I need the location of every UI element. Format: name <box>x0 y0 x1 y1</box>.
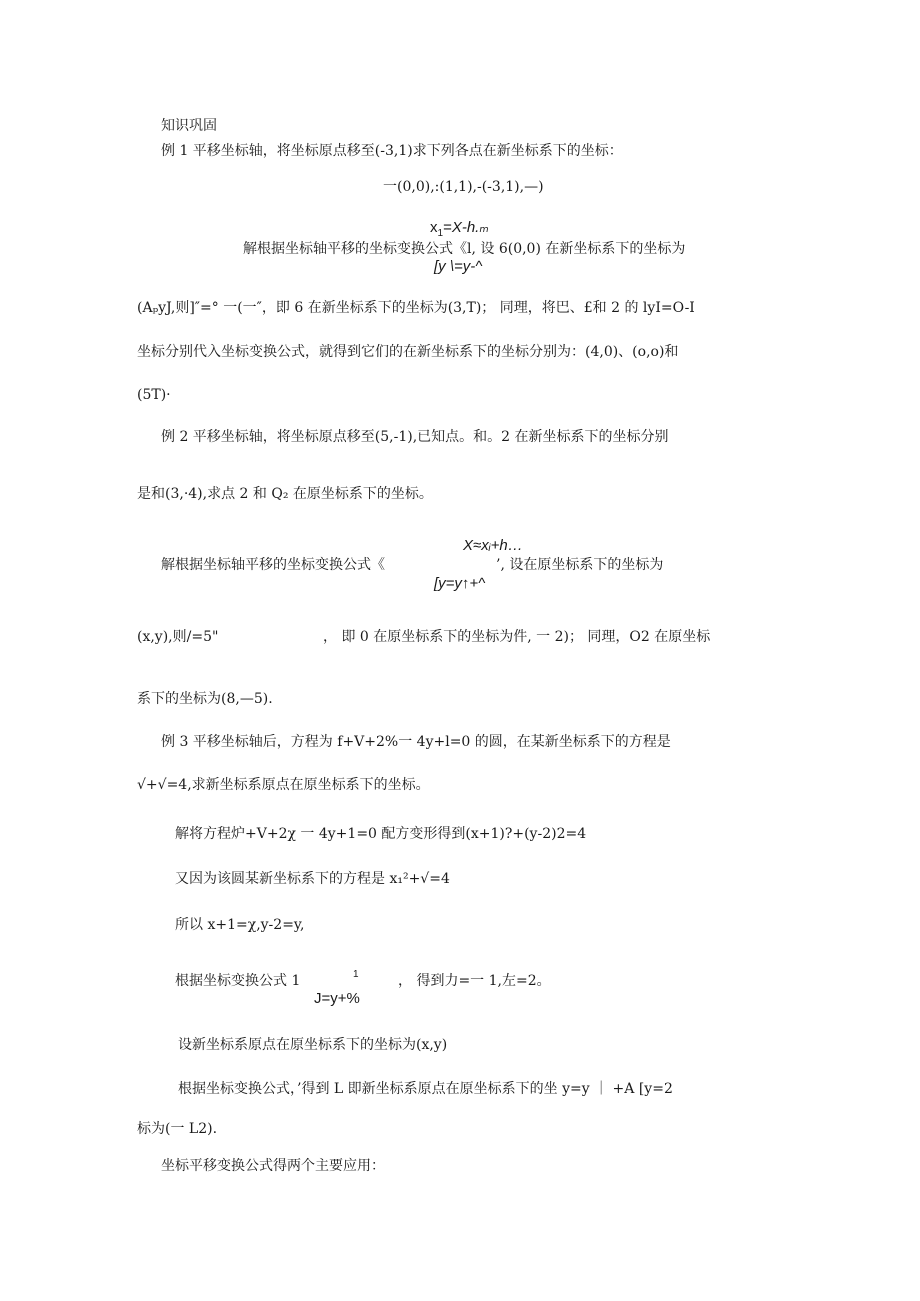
example-3-statement-line-2: √+√=4,求新坐标系原点在原坐标系下的坐标。 <box>137 777 430 793</box>
example-2-formula-top: X≈xᵢ+h… <box>463 537 523 554</box>
example-3-step-6: 根据坐标变换公式，’得到 L 即新坐标系原点在原坐标系下的坐 y=y ｜ +A [y=2 <box>178 1081 673 1097</box>
example-1-formula-top-text: X-h.ₘ <box>451 219 489 236</box>
example-2-solution-line-1b: ， 即 0 在原坐标系下的坐标为件, 一 2)； 同理，O2 在原坐标 <box>323 629 711 645</box>
section-title: 知识巩固 <box>161 118 217 134</box>
example-3-step-4-superscript: 1 <box>353 969 359 980</box>
example-2-solution-intro: 解根据坐标轴平移的坐标变换公式《 <box>161 557 385 573</box>
example-2-statement-line-1: 例 2 平移坐标轴，将坐标原点移至(5,-1),已知点。和。2 在新坐标系下的坐标分别 <box>161 429 669 445</box>
example-3-step-4c: J=y+% <box>314 990 360 1007</box>
example-3-step-4a: 根据坐标变换公式 1 <box>175 973 301 989</box>
example-1-solution-intro: 解根据坐标轴平移的坐标变换公式《l, 设 6(0,0) 在新坐标系下的坐标为 <box>243 241 686 257</box>
closing-line: 坐标平移变换公式得两个主要应用： <box>161 1158 385 1174</box>
example-3-step-7: 标为(一 L2). <box>137 1121 218 1137</box>
example-3-step-3: 所以 x+1=χ,y-2=y, <box>175 917 305 933</box>
example-2-solution-intro-cont: ’, 设在原坐标系下的坐标为 <box>496 557 664 573</box>
example-2-solution-line-2: 系下的坐标为(8,—5). <box>137 691 273 707</box>
example-2-statement-line-2: 是和(3,·4),求点 2 和 Q₂ 在原坐标系下的坐标。 <box>137 486 433 502</box>
example-1-formula-bottom: [y \=y-^ <box>434 258 483 275</box>
example-1-solution-line-3: (5T)· <box>137 387 171 403</box>
example-1-solution-line-1: (AₚyJ,则]″=° 一(一″，即 6 在新坐标系下的坐标为(3,T)； 同理，将巴、£和 2 的 lyI=O-I <box>137 300 695 316</box>
example-3-step-5: 设新坐标系原点在原坐标系下的坐标为(x,y) <box>178 1037 448 1053</box>
example-2-solution-line-1a: (x,y),则/=5" <box>137 629 219 645</box>
example-1-points: 一(0,0),:(1,1),-(-3,1),—) <box>383 179 544 195</box>
example-3-statement-line-1: 例 3 平移坐标轴后，方程为 f+V+2%一 4y+l=0 的圆，在某新坐标系下的方程是 <box>161 734 671 750</box>
example-3-step-2: 又因为该圆某新坐标系下的方程是 x₁²+√=4 <box>175 871 450 887</box>
example-1-statement: 例 1 平移坐标轴，将坐标原点移至(-3,1)求下列各点在新坐标系下的坐标： <box>161 143 623 159</box>
example-1-solution-line-2: 坐标分别代入坐标变换公式，就得到它们的在新坐标系下的坐标分别为：(4,0)、(o,o)和 <box>137 344 679 360</box>
example-2-formula-bottom: [y=y↑+^ <box>434 575 486 592</box>
example-3-step-1: 解将方程炉+V+2χ 一 4y+1=0 配方变形得到(x+1)?+(y-2)2=4 <box>175 826 587 842</box>
example-1-formula-top: $x_1=X-h._m$ <box>430 219 489 239</box>
example-3-step-4b: ， 得到力=一 1,左=2。 <box>398 973 551 989</box>
